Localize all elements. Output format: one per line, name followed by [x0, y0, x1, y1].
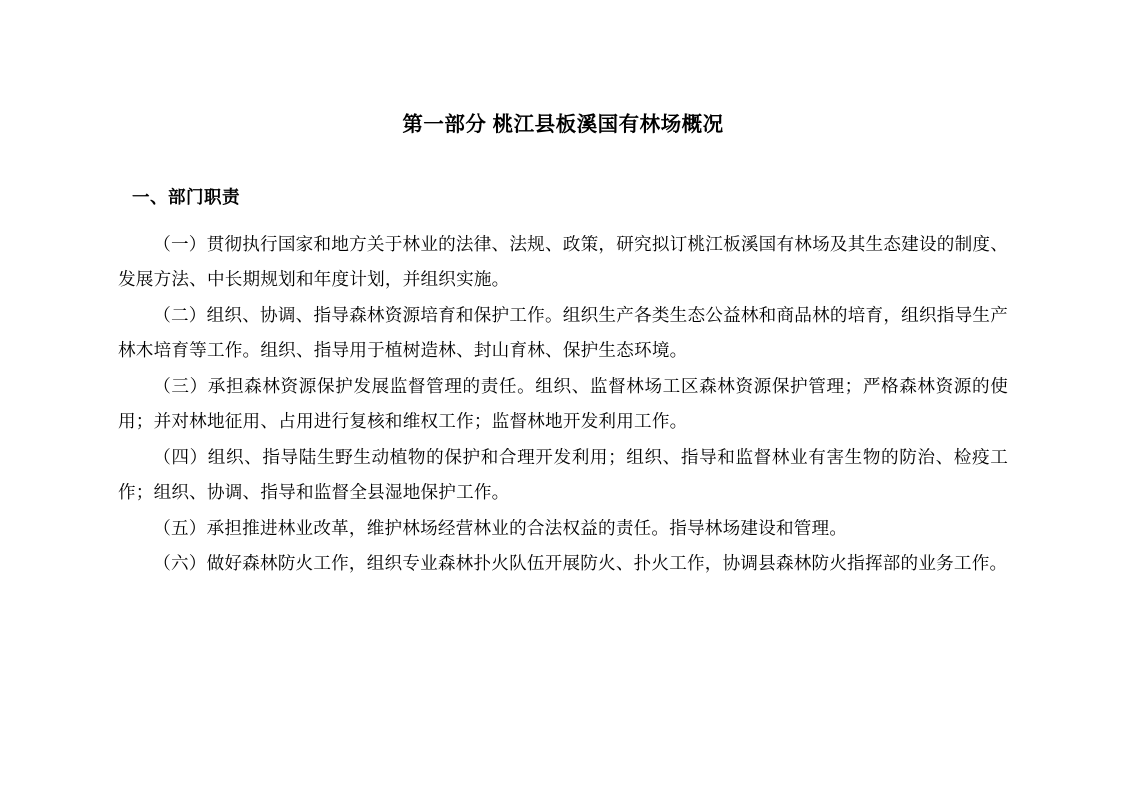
- paragraph-item-2: （二）组织、协调、指导森林资源培育和保护工作。组织生产各类生态公益林和商品林的培育，组织指导生产林木培育等工作。组织、指导用于植树造林、封山育林、保护生态环境。: [118, 304, 1008, 361]
- paragraph-item-1: （一）贯彻执行国家和地方关于林业的法律、法规、政策，研究拟订桃江板溪国有林场及其生态建设的制度、发展方法、中长期规划和年度计划，并组织实施。: [118, 233, 1008, 290]
- section-heading-duties: 一、部门职责: [132, 186, 240, 207]
- document-body: [118, 95, 1008, 582]
- paragraph-item-6: （六）做好森林防火工作，组织专业森林扑火队伍开展防火、扑火工作，协调县森林防火指挥部的业务工作。: [153, 553, 1008, 574]
- paragraph-item-4: （四）组织、指导陆生野生动植物的保护和合理开发利用；组织、指导和监督林业有害生物的防治、检疫工作；组织、协调、指导和监督全县湿地保护工作。: [118, 446, 1008, 503]
- paragraph-item-5: （五）承担推进林业改革，维护林场经营林业的合法权益的责任。指导林场建设和管理。: [153, 517, 848, 538]
- paragraph-item-3: （三）承担森林资源保护发展监督管理的责任。组织、监督林场工区森林资源保护管理；严格森林资源的使用；并对林地征用、占用进行复核和维权工作；监督林地开发利用工作。: [118, 375, 1008, 432]
- page-title: 第一部分 桃江县板溪国有林场概况: [402, 113, 724, 136]
